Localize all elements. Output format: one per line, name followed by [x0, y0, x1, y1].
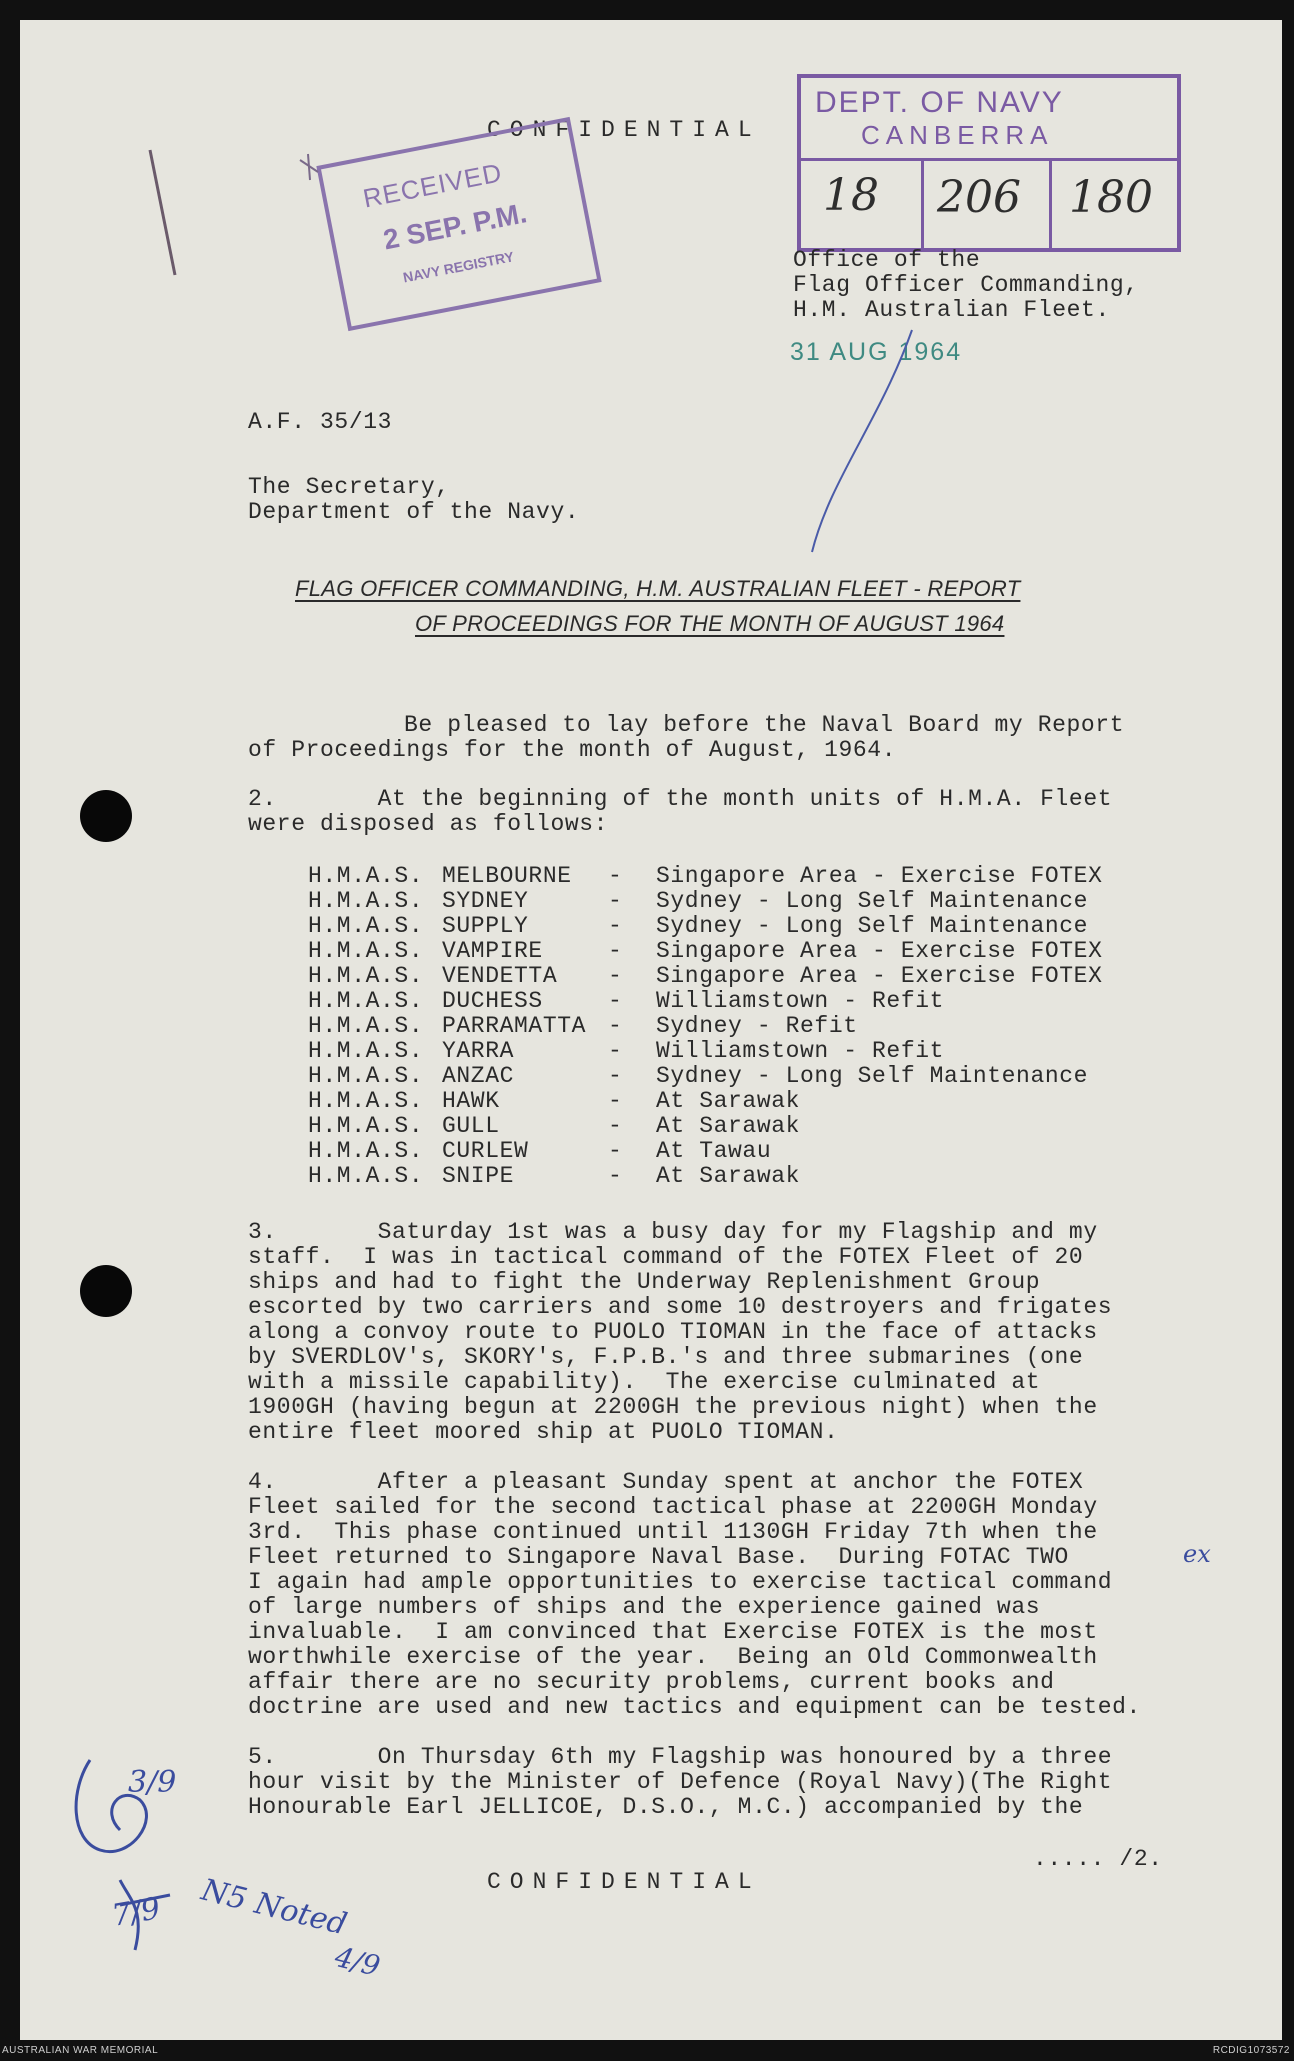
para3-line-7: with a missile capability). The exercise culminated at — [248, 1369, 1041, 1395]
ship-status: Singapore Area - Exercise FOTEX — [656, 863, 1103, 889]
dept-navy-stamp — [797, 74, 1181, 252]
dept-stamp-divider — [801, 158, 1177, 161]
para3-line-8: 1900GH (having begun at 2200GH the previous night) when the — [248, 1394, 1098, 1420]
para4-line-8: worthwhile exercise of the year. Being an Old Commonwealth — [248, 1644, 1098, 1670]
intro-line-2: of Proceedings for the month of August, 1964. — [248, 737, 897, 763]
para3-line-9: entire fleet moored ship at PUOLO TIOMAN. — [248, 1419, 839, 1445]
ship-name: MELBOURNE — [442, 863, 572, 889]
para4-line-3: 3rd. This phase continued until 1130GH Friday 7th when the — [248, 1519, 1098, 1545]
ship-status: Sydney - Refit — [656, 1013, 858, 1039]
noted-annotation-date: 4/9 — [331, 1940, 384, 1983]
office-line-2: Flag Officer Commanding, — [793, 272, 1139, 298]
ship-prefix: H.M.A.S. — [308, 988, 424, 1014]
ship-prefix: H.M.A.S. — [308, 1138, 424, 1164]
ship-prefix: H.M.A.S. — [308, 1013, 424, 1039]
para4-line-6: of large numbers of ships and the experience gained was — [248, 1594, 1041, 1620]
intro-line-1: Be pleased to lay before the Naval Board my Report — [404, 712, 1125, 738]
ship-status: Singapore Area - Exercise FOTEX — [656, 963, 1103, 989]
dept-stamp-title-line1: DEPT. OF NAVY — [815, 86, 1064, 119]
ship-prefix: H.M.A.S. — [308, 1163, 424, 1189]
ship-status: Williamstown - Refit — [656, 1038, 945, 1064]
received-stamp-line2: 2 SEP. P.M. — [380, 197, 530, 256]
ship-name: YARRA — [442, 1038, 515, 1064]
classification-bottom: CONFIDENTIAL — [487, 1869, 761, 1895]
para2-line-2: were disposed as follows: — [248, 811, 609, 837]
ship-dash: - — [608, 988, 623, 1014]
report-title-line-1: FLAG OFFICER COMMANDING, H.M. AUSTRALIAN FLEET - REPORT — [295, 576, 1021, 601]
received-stamp-line3: NAVY REGISTRY — [401, 248, 516, 286]
para4-line-1: 4. After a pleasant Sunday spent at anchor the FOTEX — [248, 1469, 1084, 1495]
para4-line-7: invaluable. I am convinced that Exercise FOTEX is the most — [248, 1619, 1098, 1645]
ship-status: Sydney - Long Self Maintenance — [656, 1063, 1089, 1089]
para3-line-4: escorted by two carriers and some 10 destroyers and frigates — [248, 1294, 1113, 1320]
para4-line-9: affair there are no security problems, current books and — [248, 1669, 1055, 1695]
footer-id: RCDIG1073572 — [1212, 2045, 1290, 2056]
para5-line-1: 5. On Thursday 6th my Flagship was honoured by a three — [248, 1744, 1113, 1770]
para2-line-1: 2. At the beginning of the month units of H.M.A. Fleet — [248, 786, 1113, 812]
para5-line-3: Honourable Earl JELLICOE, D.S.O., M.C.) accompanied by the — [248, 1794, 1084, 1820]
ship-name: CURLEW — [442, 1138, 529, 1164]
ship-prefix: H.M.A.S. — [308, 888, 424, 914]
ship-name: PARRAMATTA — [442, 1013, 587, 1039]
footer-source: AUSTRALIAN WAR MEMORIAL — [2, 2045, 159, 2056]
para3-line-1: 3. Saturday 1st was a busy day for my Flagship and my — [248, 1219, 1098, 1245]
ship-name: GULL — [442, 1113, 500, 1139]
ship-dash: - — [608, 1163, 623, 1189]
report-title-line-2: OF PROCEEDINGS FOR THE MONTH OF AUGUST 1964 — [415, 611, 1005, 636]
office-line-3: H.M. Australian Fleet. — [793, 297, 1110, 323]
ship-prefix: H.M.A.S. — [308, 1113, 424, 1139]
para5-line-2: hour visit by the Minister of Defence (Royal Navy)(The Right — [248, 1769, 1113, 1795]
initials-date-1: 3/9 — [128, 1765, 177, 1800]
dept-stamp-title-line2: CANBERRA — [861, 120, 1054, 150]
para3-line-6: by SVERDLOV's, SKORY's, F.P.B.'s and three submarines (one — [248, 1344, 1084, 1370]
ship-name: SUPPLY — [442, 913, 529, 939]
ship-prefix: H.M.A.S. — [308, 863, 424, 889]
ship-prefix: H.M.A.S. — [308, 1063, 424, 1089]
reference-number: A.F. 35/13 — [248, 409, 393, 435]
dept-stamp-cell-divider-1 — [921, 158, 924, 248]
ship-dash: - — [608, 938, 623, 964]
para3-line-2: staff. I was in tactical command of the FOTEX Fleet of 20 — [248, 1244, 1084, 1270]
ship-dash: - — [608, 888, 623, 914]
para4-line-5: I again had ample opportunities to exercise tactical command — [248, 1569, 1113, 1595]
para3-line-5: along a convoy route to PUOLO TIOMAN in the face of attacks — [248, 1319, 1098, 1345]
para4-line-2: Fleet sailed for the second tactical phase at 2200GH Monday — [248, 1494, 1098, 1520]
ship-status: Williamstown - Refit — [656, 988, 945, 1014]
office-line-1: Office of the — [793, 247, 981, 273]
ship-dash: - — [608, 863, 623, 889]
ship-dash: - — [608, 1088, 623, 1114]
addressee-line-2: Department of the Navy. — [248, 499, 580, 525]
ship-status: At Tawau — [656, 1138, 772, 1164]
ship-name: SNIPE — [442, 1163, 515, 1189]
ship-name: VAMPIRE — [442, 938, 543, 964]
ship-prefix: H.M.A.S. — [308, 1038, 424, 1064]
ship-prefix: H.M.A.S. — [308, 913, 424, 939]
ship-prefix: H.M.A.S. — [308, 938, 424, 964]
punch-hole-bottom — [80, 1265, 132, 1317]
ship-name: SYDNEY — [442, 888, 529, 914]
ship-dash: - — [608, 913, 623, 939]
noted-annotation: N5 Noted — [197, 1872, 351, 1943]
ship-status: Singapore Area - Exercise FOTEX — [656, 938, 1103, 964]
ship-dash: - — [608, 1138, 623, 1164]
ship-prefix: H.M.A.S. — [308, 963, 424, 989]
ship-status: Sydney - Long Self Maintenance — [656, 888, 1089, 914]
para3-line-3: ships and had to fight the Underway Replenishment Group — [248, 1269, 1041, 1295]
classification-top: CONFIDENTIAL — [487, 117, 761, 143]
dept-stamp-cell-1: 18 — [823, 170, 879, 221]
para4-line-4: Fleet returned to Singapore Naval Base. During FOTAC TWO — [248, 1544, 1069, 1570]
ship-status: Sydney - Long Self Maintenance — [656, 913, 1089, 939]
ship-name: DUCHESS — [442, 988, 543, 1014]
ship-status: At Sarawak — [656, 1088, 801, 1114]
ship-name: VENDETTA — [442, 963, 558, 989]
date-received-stamp: 31 AUG 1964 — [790, 338, 963, 366]
margin-ex-annotation: ex — [1183, 1540, 1211, 1568]
para4-line-10: doctrine are used and new tactics and equipment can be tested. — [248, 1694, 1141, 1720]
dept-stamp-cell-divider-2 — [1049, 158, 1052, 248]
received-stamp-line1: RECEIVED — [360, 157, 505, 214]
ship-status: At Sarawak — [656, 1113, 801, 1139]
initials-date-2: 7/9 — [109, 1891, 163, 1934]
ship-dash: - — [608, 963, 623, 989]
ship-name: ANZAC — [442, 1063, 515, 1089]
ship-dash: - — [608, 1063, 623, 1089]
ship-dash: - — [608, 1013, 623, 1039]
dept-stamp-cell-3: 180 — [1069, 172, 1153, 223]
ship-dash: - — [608, 1038, 623, 1064]
ship-dash: - — [608, 1113, 623, 1139]
continuation-marker: ..... /2. — [1033, 1846, 1163, 1872]
punch-hole-top — [80, 790, 132, 842]
ship-name: HAWK — [442, 1088, 500, 1114]
ship-status: At Sarawak — [656, 1163, 801, 1189]
ship-prefix: H.M.A.S. — [308, 1088, 424, 1114]
addressee-line-1: The Secretary, — [248, 474, 450, 500]
dept-stamp-cell-2: 206 — [937, 172, 1021, 223]
